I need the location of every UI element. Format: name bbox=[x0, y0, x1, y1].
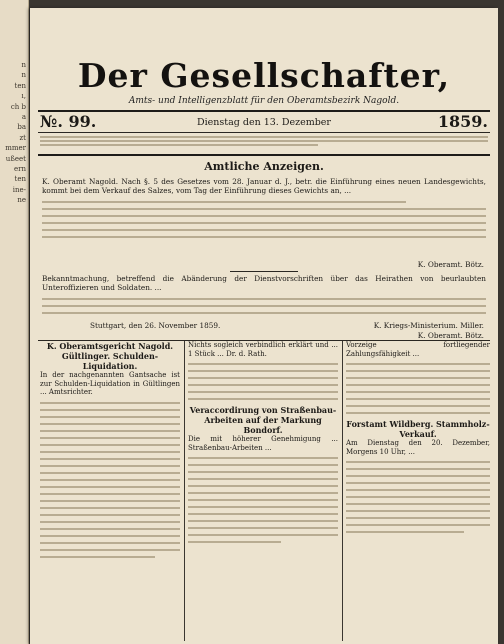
left-fragment: ußeet bbox=[5, 154, 26, 163]
left-fragment: ne bbox=[17, 196, 26, 205]
divider bbox=[38, 154, 490, 156]
masthead-subtitle: Amts- und Intelligenzblatt für den Oberamtsbezirk Nagold. bbox=[128, 96, 400, 106]
forestry-text: Am Dienstag den 20. Dezember, Morgens 10 Uhr, ... bbox=[346, 439, 490, 456]
notice-marriage-dateline: Stuttgart, den 26. November 1859. bbox=[90, 321, 221, 330]
left-fragment: ten bbox=[14, 81, 26, 90]
column-divider bbox=[184, 341, 185, 641]
notice-marriage-signature2: K. Oberamt. Bötz. bbox=[417, 331, 484, 340]
left-fragment: a bbox=[21, 113, 26, 122]
left-fragment: ten bbox=[14, 175, 26, 184]
court-text: In der nachgenannten Gantsache ist zur Schulden-Liquidation in Gültlingen ... Amtsrichter. bbox=[40, 371, 180, 397]
left-fragment: ch b bbox=[10, 102, 26, 111]
left-fragment: ine- bbox=[12, 185, 26, 194]
column-forestry bbox=[346, 341, 490, 641]
divider bbox=[230, 271, 298, 272]
left-fragment: zt bbox=[19, 133, 26, 142]
court-heading: K. Oberamtsgericht Nagold. Gültlinger. Schulden-Liquidation. bbox=[46, 341, 174, 371]
forestry-heading: Forstamt Wildberg. Stammholz-Verkauf. bbox=[346, 419, 490, 440]
roadworks-heading: Veraccordirung von Straßenbau-Arbeiten auf der Markung Bondorf. bbox=[189, 405, 337, 436]
issue-date: Dienstag den 13. Dezember bbox=[197, 117, 331, 128]
roadworks-top-text: Nichts sogleich verbindlich erklärt und ... 1 Stück ... Dr. d. Rath. bbox=[188, 341, 338, 358]
section-heading: Amtliche Anzeigen. bbox=[204, 160, 324, 173]
adjacent-page-strip bbox=[0, 0, 29, 644]
left-fragment: ern bbox=[14, 165, 26, 174]
subscription-info bbox=[40, 134, 488, 148]
notice-salt-weight bbox=[42, 178, 486, 264]
issue-year: 1859. bbox=[437, 112, 488, 131]
left-fragment: n bbox=[21, 61, 26, 69]
newspaper-page bbox=[30, 8, 498, 644]
notice-marriage-text: Bekanntmachung, betreffend die Abänderung der Dienstvorschriften über das Heirathen von beurlaubten Unteroffizieren und Soldaten. ... bbox=[42, 275, 486, 292]
left-fragment: ı, bbox=[21, 92, 26, 101]
left-fragment: mmer bbox=[5, 144, 26, 153]
left-fragment: n bbox=[21, 71, 26, 80]
masthead-title: Der Gesellschafter, bbox=[77, 56, 451, 95]
notice-marriage bbox=[42, 275, 486, 321]
column-roadworks bbox=[188, 341, 338, 641]
column-divider bbox=[342, 341, 343, 641]
notice-marriage-signature1: K. Kriegs-Ministerium. Miller. bbox=[373, 321, 484, 330]
column-court bbox=[40, 341, 180, 641]
forestry-top-text: Vorzeige fortliegender Zahlungsfähigkeit ... bbox=[346, 341, 490, 358]
issue-bar bbox=[38, 112, 490, 132]
divider bbox=[38, 132, 490, 133]
left-fragment: ba bbox=[17, 123, 26, 132]
notice-salt-text: K. Oberamt Nagold. Nach §. 5 des Gesetzes vom 28. Januar d. J., betr. die Einführung eines neuen Landesgewichts, kommt bei dem Verkauf des Salzes, vom Tag der Einführung dieses Gewichts an, ... bbox=[42, 178, 486, 195]
roadworks-text: Die mit höherer Genehmigung ... Straßenbau-Arbeiten ... bbox=[188, 435, 338, 452]
issue-number: №. 99. bbox=[40, 112, 97, 131]
notice-salt-signature: K. Oberamt. Bötz. bbox=[417, 260, 484, 269]
